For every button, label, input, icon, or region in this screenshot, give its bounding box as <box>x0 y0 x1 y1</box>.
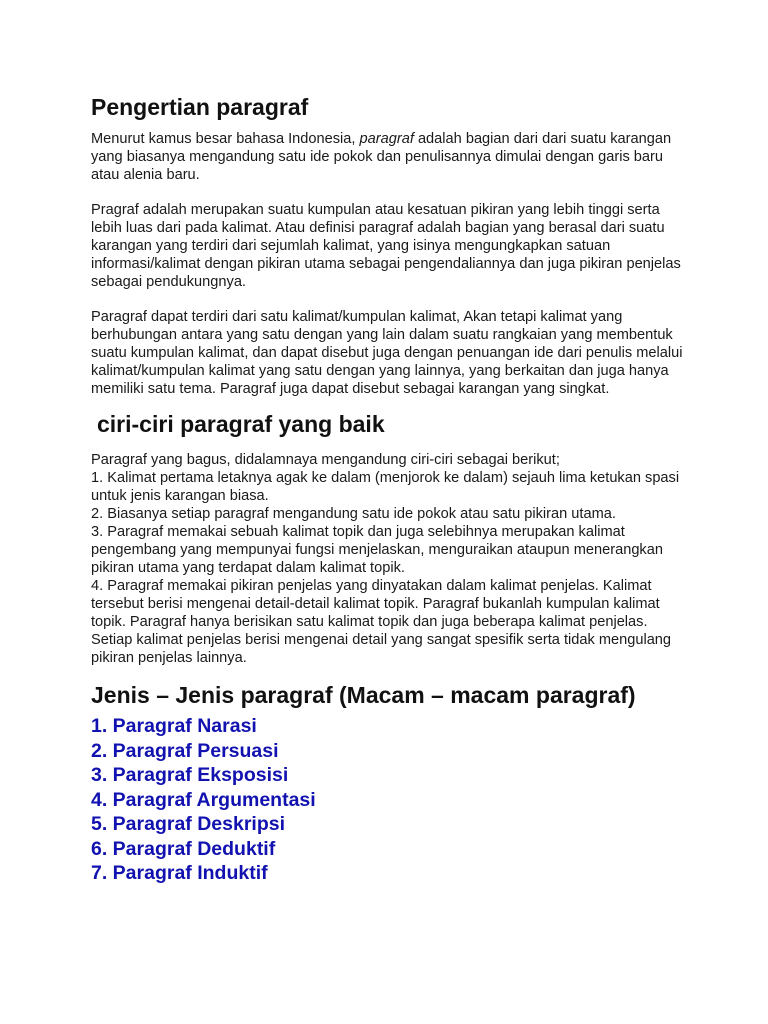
heading-jenis-paragraf: Jenis – Jenis paragraf (Macam – macam paragraf) <box>91 682 636 708</box>
paragraph-definition-3: Paragraf dapat terdiri dari satu kalimat/kumpulan kalimat, Akan tetapi kalimat yang berhubungan antara yang satu dengan yang lain dalam suatu rangkaian yang membentuk suatu kumpulan kalimat, dan dapat disebut juga dengan penuangan ide dari penulis melalui kalimat/kumpulan kalimat yang satu dengan yang lainnya, yang berkaitan dan juga hanya memiliki satu tema. Paragraf juga dapat disebut sebagai karangan yang singkat. <box>91 309 683 397</box>
list-item-deskripsi: 5. Paragraf Deskripsi <box>91 813 286 835</box>
ciri-item: 2. Biasanya setiap paragraf mengandung satu ide pokok atau satu pikiran utama. <box>91 506 616 522</box>
list-item-induktif: 7. Paragraf Induktif <box>91 862 268 884</box>
section-ciri-ciri <box>91 451 691 667</box>
heading-pengertian-paragraf: Pengertian paragraf <box>91 94 309 120</box>
list-item-eksposisi: 3. Paragraf Eksposisi <box>91 764 289 786</box>
ciri-item: 4. Paragraf memakai pikiran penjelas yang dinyatakan dalam kalimat penjelas. Kalimat tersebut berisi mengenai detail-detail kalimat topik. Paragraf bukanlah kumpulan kalimat topik. Paragraf hanya berisikan satu kalimat topik dan juga beberapa kalimat penjelas. Setiap kalimat penjelas berisi mengenai detail yang sangat spesifik serta tidak mengulang pikiran penjelas lainnya. <box>91 578 672 666</box>
document-page <box>91 92 691 886</box>
ciri-intro: Paragraf yang bagus, didalamnaya mengandung ciri-ciri sebagai berikut; <box>91 452 560 468</box>
list-item-narasi: 1. Paragraf Narasi <box>91 715 257 737</box>
jenis-paragraf-list <box>91 714 691 886</box>
list-item-argumentasi: 4. Paragraf Argumentasi <box>91 788 316 811</box>
section-pengertian <box>91 130 691 398</box>
ciri-item: 1. Kalimat pertama letaknya agak ke dalam (menjorok ke dalam) sejauh lima ketukan spasi untuk jenis karangan biasa. <box>91 470 680 504</box>
ciri-item: 3. Paragraf memakai sebuah kalimat topik dan juga selebihnya merupakan kalimat pengembang yang mempunyai fungsi menjelaskan, menguraikan ataupun menerangkan pikiran utama yang terdapat dalam kalimat topik. <box>91 524 663 576</box>
list-item-persuasi: 2. Paragraf Persuasi <box>91 739 279 762</box>
heading-ciri-ciri: ciri-ciri paragraf yang baik <box>97 411 385 437</box>
paragraph-definition-2: Pragraf adalah merupakan suatu kumpulan atau kesatuan pikiran yang lebih tinggi serta lebih luas dari pada kalimat. Atau definisi paragraf adalah bagian yang berasal dari suatu karangan yang terdiri dari sejumlah kalimat, yang isinya mengungkapkan satuan informasi/kalimat dengan pikiran utama sebagai pengendaliannya dan juga pikiran penjelas sebagai pendukungnya. <box>91 202 681 290</box>
paragraph-definition-kbbi: Menurut kamus besar bahasa Indonesia, paragraf adalah bagian dari dari suatu karangan yang biasanya mengandung satu ide pokok dan penulisannya dimulai dengan garis baru atau alenia baru. <box>91 131 672 183</box>
list-item-deduktif: 6. Paragraf Deduktif <box>91 837 276 860</box>
